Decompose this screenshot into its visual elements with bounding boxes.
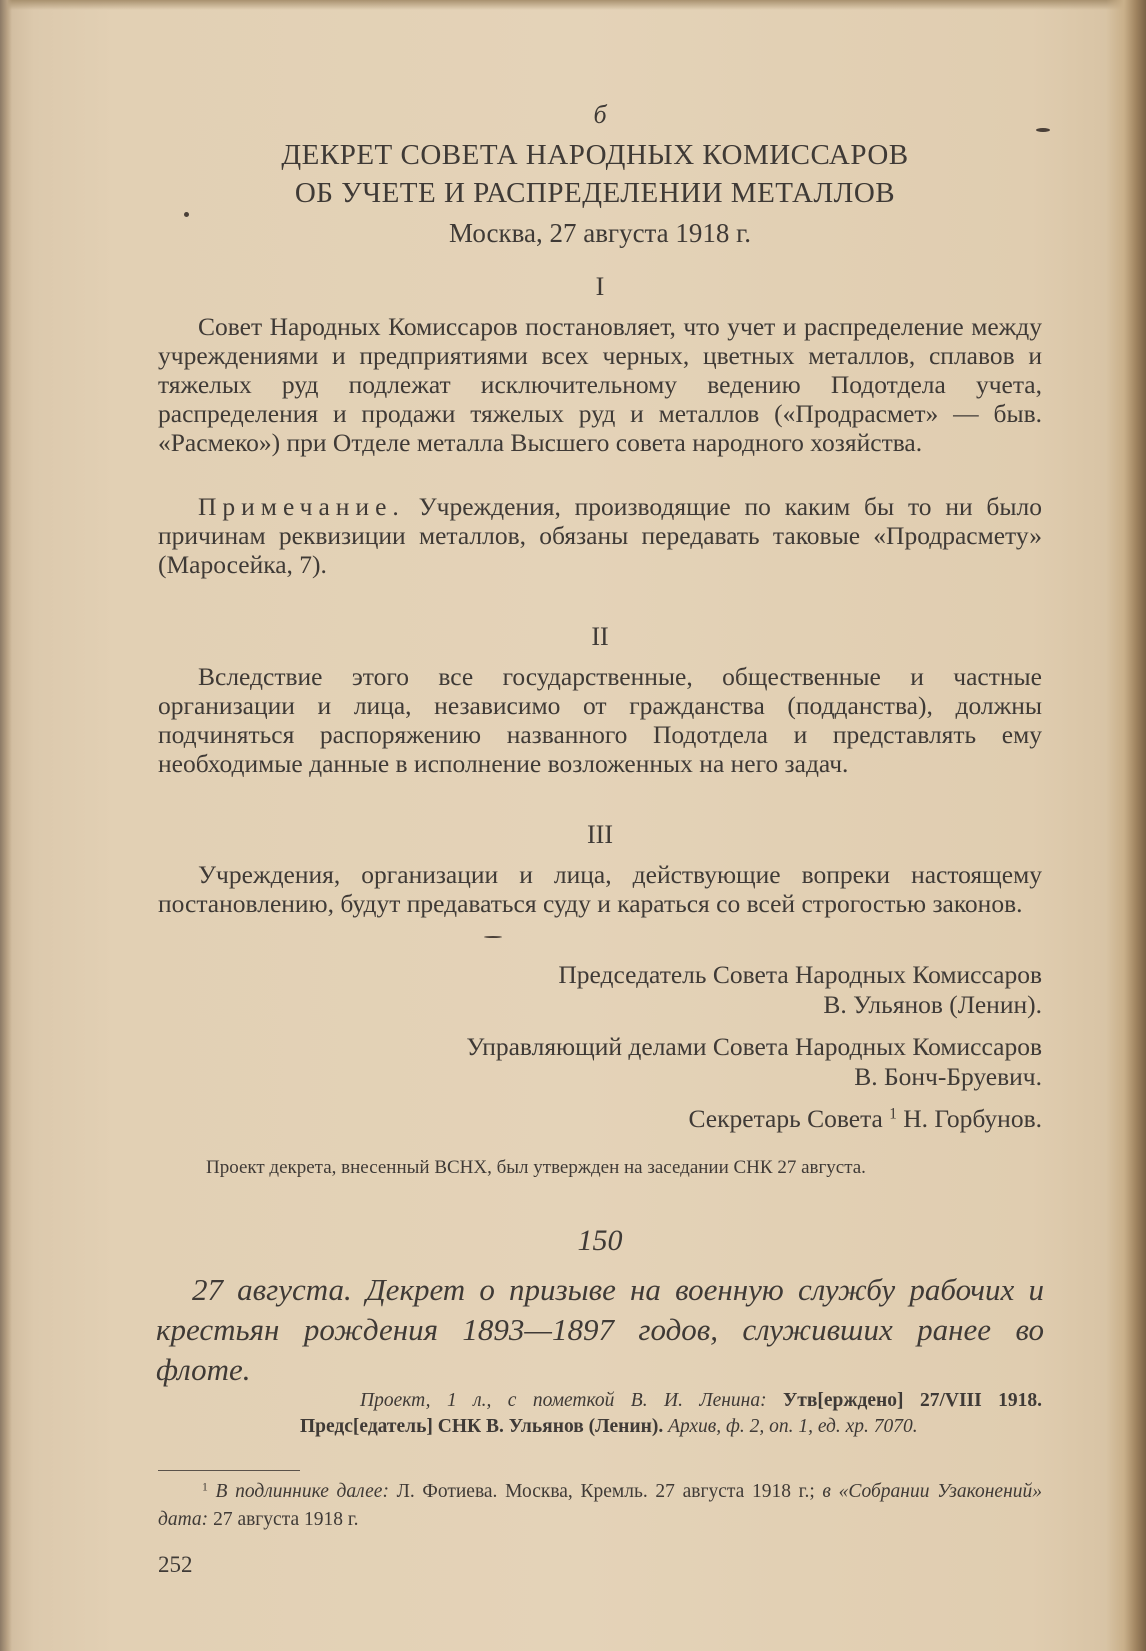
source-resolution: Утв[ерждено] 27/VIII 1918. Предс[едатель] СНК В. Ульянов (Ленин). bbox=[300, 1390, 1042, 1437]
manager-title: Управляющий делами Совета Народных Комиссаров bbox=[466, 1032, 1042, 1061]
document-title bbox=[200, 136, 990, 212]
footnote-text-1: Л. Фотиева. Москва, Кремль. 27 августа 1918 г.; bbox=[388, 1481, 815, 1502]
source-lead: Проект, 1 л., с пометкой В. И. Ленина: bbox=[360, 1390, 783, 1411]
page-left-edge bbox=[0, 0, 12, 1651]
section-numeral-3: III bbox=[587, 820, 613, 849]
signature-secretary bbox=[688, 1104, 1042, 1134]
document-heading: 27 августа. Декрет о призыве на военную службу рабочих и крестьян рождения 1893—1897 годов, служивших ранее во флоте. bbox=[156, 1272, 1044, 1387]
print-speck bbox=[1036, 128, 1050, 132]
book-spine-edge bbox=[1106, 0, 1146, 1651]
section-1-note bbox=[158, 492, 1042, 579]
footnote-marker: 1 bbox=[202, 1480, 208, 1494]
print-speck bbox=[484, 936, 502, 938]
note-text: Учреждения, производящие по каким бы то ни было причинам реквизиции металлов, обязаны передавать таковые «Продрасмету» (Маросейка, 7). bbox=[158, 492, 1042, 579]
section-1-paragraph: Совет Народных Комиссаров постановляет, что учет и распределение между учреждениями и предприятиями всех черных, цветных металлов, сплавов и тяжелых руд подлежат исключительному ведению Подотдела учета, распределения и продажи тяжелых руд и металлов («Продрасмет» — быв. «Расмеко») при Отделе металла Высшего совета народного хозяйства. bbox=[158, 312, 1042, 457]
footnote-ref-1: 1 bbox=[889, 1105, 897, 1123]
section-numeral-1: I bbox=[595, 272, 605, 301]
note-label: Примечание. bbox=[198, 492, 405, 521]
chairman-title: Председатель Совета Народных Комиссаров bbox=[558, 960, 1042, 989]
document-number: 150 bbox=[577, 1224, 623, 1257]
dateline: Москва, 27 августа 1918 г. bbox=[449, 218, 751, 248]
footnote-italic-2: в «Собрании Узаконений» дата: bbox=[158, 1481, 1043, 1530]
footnote-italic-1: В подлиннике далее: bbox=[207, 1481, 389, 1502]
page-number: 252 bbox=[158, 1552, 193, 1577]
secretary-title: Секретарь Совета bbox=[688, 1104, 883, 1133]
title-line-2: ОБ УЧЕТЕ И РАСПРЕДЕЛЕНИИ МЕТАЛЛОВ bbox=[294, 177, 896, 209]
section-mark: б bbox=[593, 100, 607, 129]
chairman-name: В. Ульянов (Ленин). bbox=[823, 990, 1042, 1019]
manager-name: В. Бонч-Бруевич. bbox=[854, 1062, 1042, 1091]
section-3-paragraph: Учреждения, организации и лица, действующие вопреки настоящему постановлению, будут предаваться суду и караться со всей строгостью законов. bbox=[158, 860, 1042, 918]
section-2-paragraph: Вследствие этого все государственные, общественные и частные организации и лица, независимо от гражданства (подданства), должны подчиняться распоряжению названного Подотдела и представлять ему необходимые данные в исполнение возложенных на него задач. bbox=[158, 662, 1042, 778]
signature-manager bbox=[466, 1032, 1042, 1092]
footnote bbox=[158, 1478, 1042, 1534]
title-line-1: ДЕКРЕТ СОВЕТА НАРОДНЫХ КОМИССАРОВ bbox=[281, 139, 909, 171]
page-top-shadow bbox=[0, 0, 1146, 10]
signature-chairman bbox=[558, 960, 1042, 1020]
print-speck bbox=[184, 212, 189, 217]
editor-note: Проект декрета, внесенный ВСНХ, был утвержден на заседании СНК 27 августа. bbox=[206, 1157, 866, 1178]
section-numeral-2: II bbox=[591, 622, 609, 651]
secretary-name: Н. Горбунов. bbox=[896, 1104, 1042, 1133]
footnote-text-2: 27 августа 1918 г. bbox=[208, 1509, 359, 1530]
footnote-divider bbox=[158, 1470, 300, 1471]
source-archive: Архив, ф. 2, оп. 1, ед. хр. 7070. bbox=[663, 1416, 918, 1437]
archive-source bbox=[300, 1388, 1042, 1440]
